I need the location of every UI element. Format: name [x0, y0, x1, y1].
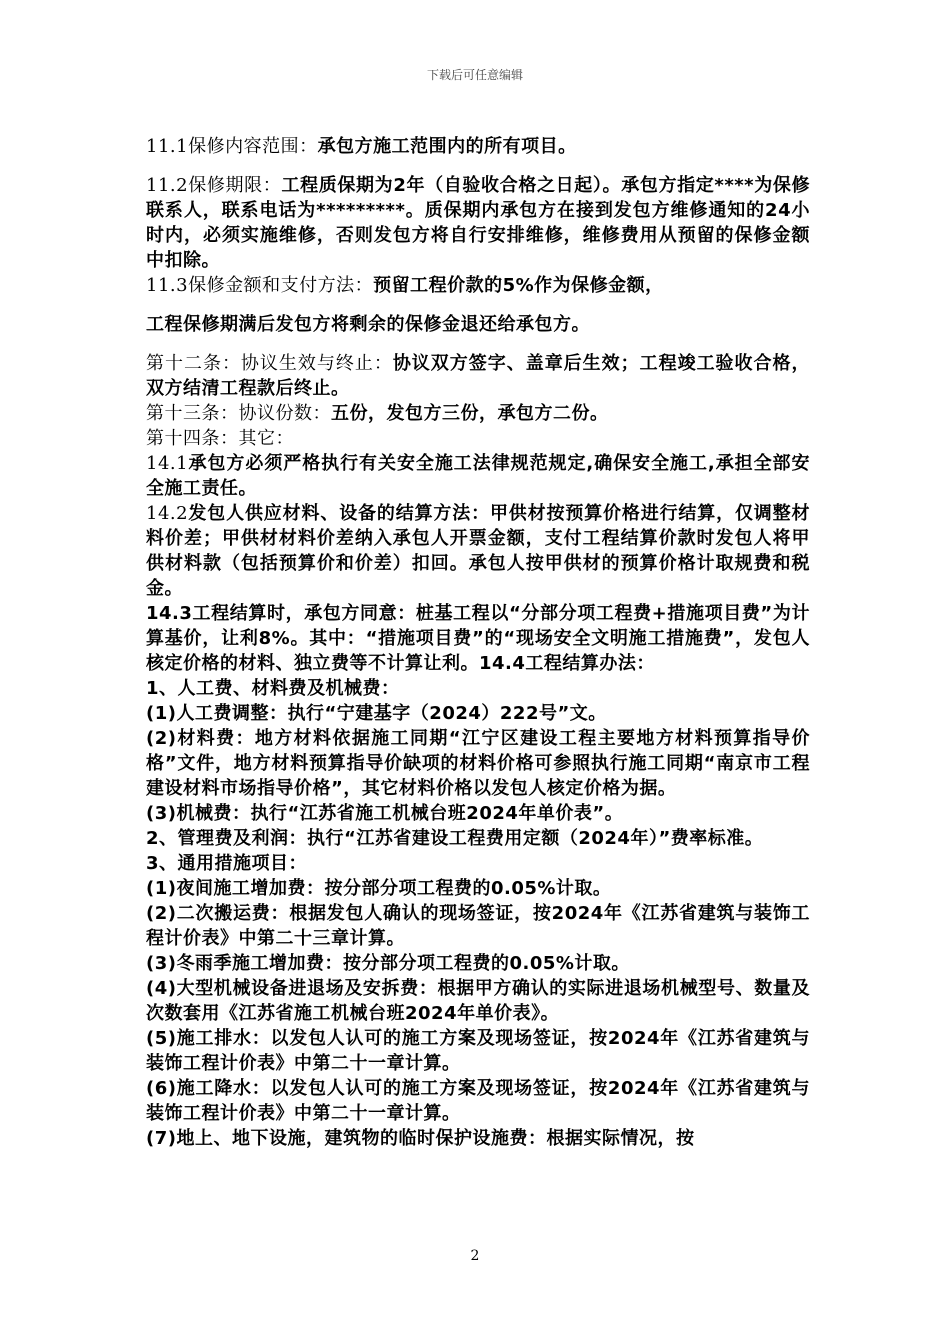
item-3-1: (1)夜间施工增加费：按分部分项工程费的0.05%计取。: [146, 878, 612, 899]
article-13: 第十三条：协议份数：五份，发包方三份，承包方二份。: [146, 403, 609, 424]
document-body: [146, 134, 810, 1151]
clause-11-2: 11.2保修期限：工程质保期为2年（自验收合格之日起）。承包方指定****为保修联系人，联系电话为*********。质保期内承包方在接到发包方维修通知的24小时内，必须实施维修，否则发包方将自行安排维修，维修费用从预留的保修金额中扣除。: [146, 175, 811, 271]
item-3-3: (3)冬雨季施工增加费：按分部分项工程费的0.05%计取。: [146, 953, 630, 974]
page-header: 下载后可任意编辑: [426, 68, 523, 82]
clause-14-1: 14.1承包方必须严格执行有关安全施工法律规范规定,确保安全施工,承担全部安全施工责任。: [146, 453, 810, 499]
item-3-6: (6)施工降水：以发包人认可的施工方案及现场签证，按2024年《江苏省建筑与装饰工程计价表》中第二十一章计算。: [146, 1078, 810, 1124]
item-1-3: (3)机械费：执行“江苏省施工机械台班2024年单价表”。: [146, 803, 624, 824]
article-12: 第十二条：协议生效与终止：协议双方签字、盖章后生效；工程竣工验收合格，双方结清工程款后终止。: [146, 353, 811, 399]
clause-14-2: 14.2发包人供应材料、设备的结算方法：甲供材按预算价格进行结算，仅调整材料价差；甲供材材料价差纳入承包人开票金额，支付工程结算价款时发包人将甲供材料款（包括预算价和价差）扣回。承包人按甲供材的预算价格计取规费和税金。: [146, 503, 810, 599]
item-3-5: (5)施工排水：以发包人认可的施工方案及现场签证，按2024年《江苏省建筑与装饰工程计价表》中第二十一章计算。: [146, 1028, 810, 1074]
item-3-4: (4)大型机械设备进退场及安拆费：根据甲方确认的实际进退场机械型号、数量及次数套用《江苏省施工机械台班2024年单价表》。: [146, 978, 810, 1024]
clause-11-1: 11.1保修内容范围：承包方施工范围内的所有项目。: [146, 136, 577, 157]
item-2: 2、管理费及利润：执行“江苏省建设工程费用定额（2024年）”费率标准。: [146, 828, 764, 849]
item-3: 3、通用措施项目：: [146, 853, 308, 874]
item-1-1: (1)人工费调整：执行“宁建基字（2024）222号”文。: [146, 703, 607, 724]
item-3-7: (7)地上、地下设施，建筑物的临时保护设施费：根据实际情况，按: [146, 1128, 695, 1149]
clause-11-3: 11.3保修金额和支付方法：预留工程价款的5%作为保修金额，: [146, 275, 664, 296]
item-1-2: (2)材料费：地方材料依据施工同期“江宁区建设工程主要地方材料预算指导价格”文件，地方材料预算指导价缺项的材料价格可参照执行施工同期“南京市工程建设材料市场指导价格”，其它材料价格以发包人核定价格为据。: [146, 728, 810, 799]
page-number: 2: [470, 1248, 480, 1264]
clause-14-3: 14.3工程结算时，承包方同意：桩基工程以“分部分项工程费+措施项目费”为计算基价，让利8%。其中：“措施项目费”的“现场安全文明施工措施费”，发包人核定价格的材料、独立费等不计算让利。14.4工程结算办法：: [146, 603, 810, 674]
article-14: 第十四条：其它：: [146, 428, 294, 449]
item-1: 1、人工费、材料费及机械费：: [146, 678, 400, 699]
clause-11-3-cont: 工程保修期满后发包方将剩余的保修金退还给承包方。: [146, 314, 590, 335]
item-3-2: (2)二次搬运费：根据发包人确认的现场签证，按2024年《江苏省建筑与装饰工程计价表》中第二十三章计算。: [146, 903, 810, 949]
